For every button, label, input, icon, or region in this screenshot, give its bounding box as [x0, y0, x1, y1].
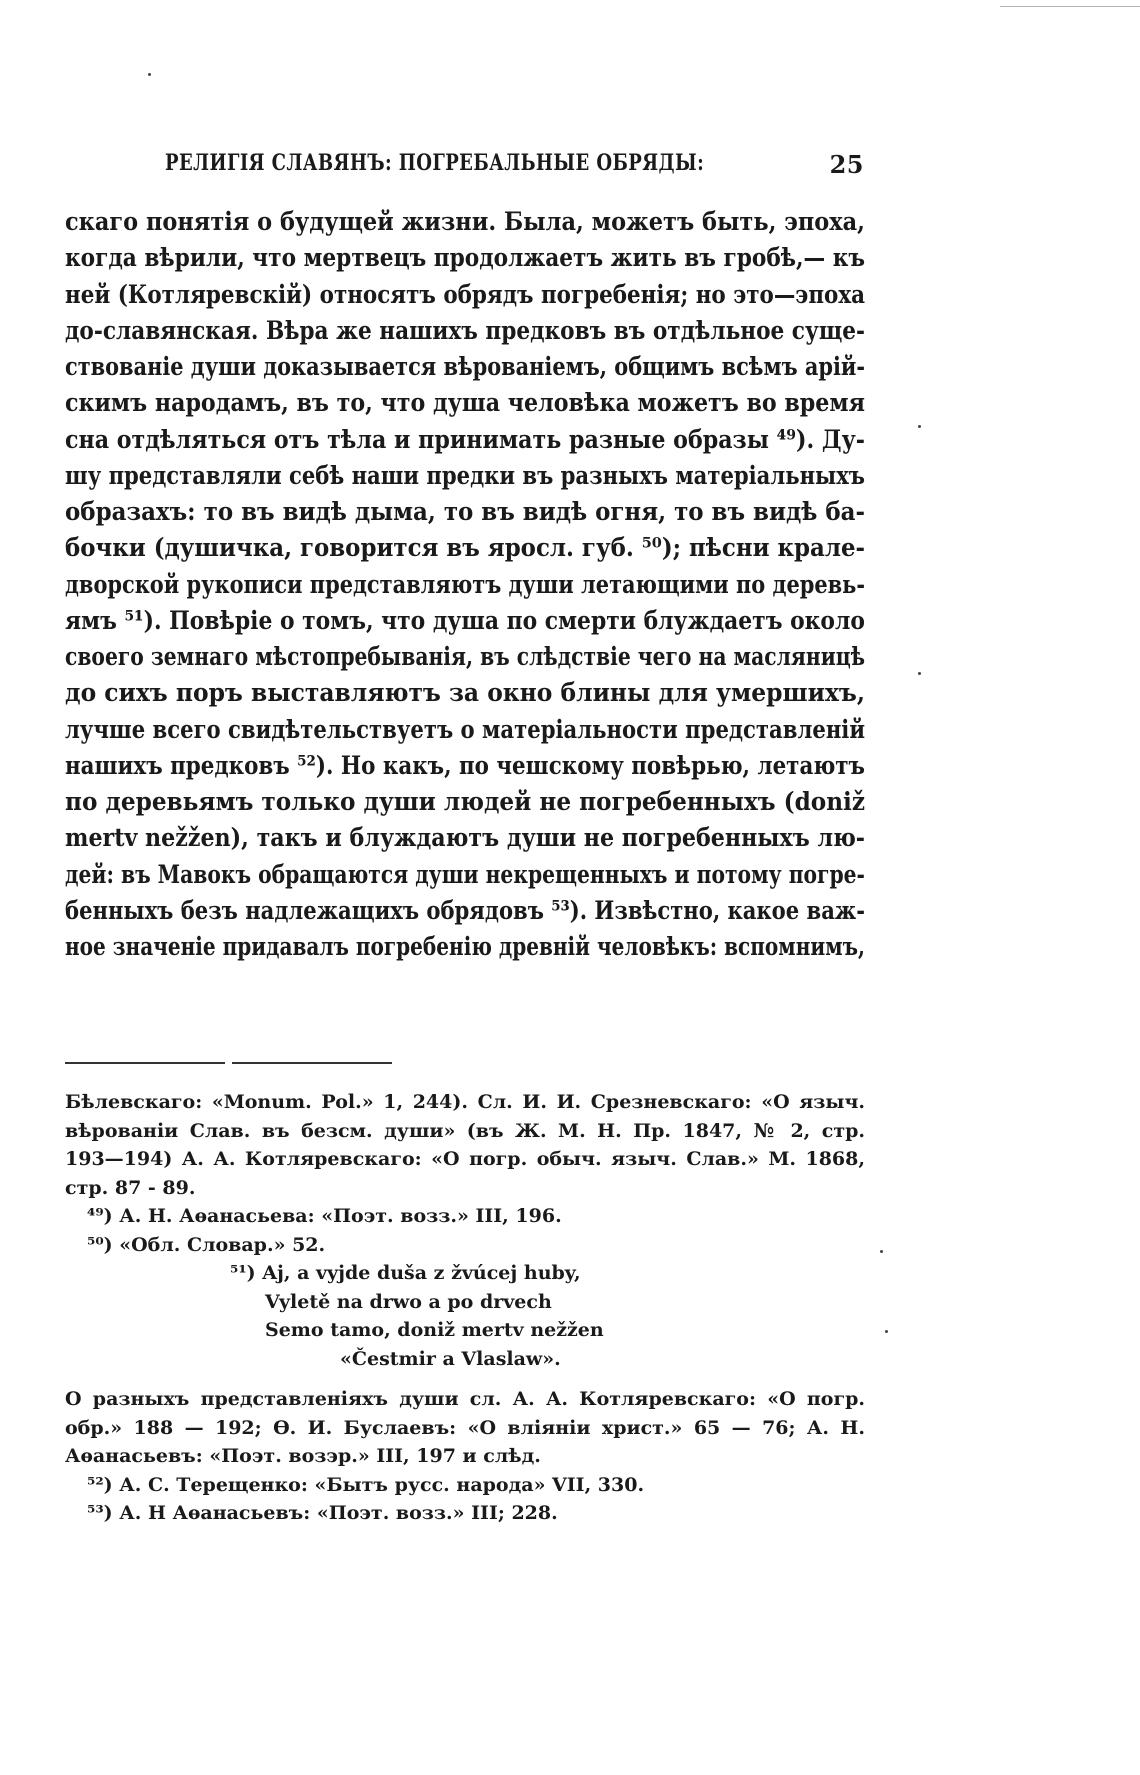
print-speck [148, 73, 151, 76]
print-speck [885, 1330, 888, 1333]
text-line: шу представляли себѣ наши предки въ разныхъ матеріальныхъ [65, 460, 865, 490]
text-line: до сихъ поръ выставляютъ за окно блины для умершихъ, [65, 678, 865, 708]
text-line: лучше всего свидѣтельствуетъ о матеріальности представленій [65, 714, 866, 744]
footnote-51-verse-line: ⁵¹) Aj, a vyjde duša z žvúcej huby, [230, 1262, 581, 1284]
text-line: скаго понятія о будущей жизни. Была, можетъ быть, эпоха, [65, 207, 866, 236]
footnote-separator [232, 1062, 392, 1064]
text-line: дворской рукописи представляютъ души летающими по деревь- [65, 569, 866, 599]
running-title: РЕЛИГІЯ СЛАВЯНЪ: ПОГРЕБАЛЬНЫЕ ОБРЯДЫ: [165, 150, 705, 176]
footnote-51-line: обр.» 188 — 192; Ѳ. И. Буслаевъ: «О вліяніи христ.» 65 — 76; А. Н. [65, 1416, 865, 1439]
footnotes [65, 1088, 865, 1528]
print-speck [918, 425, 921, 428]
footnote-49: ⁴⁹) А. Н. Аѳанасьева: «Поэт. возз.» III, 196. [87, 1205, 562, 1227]
footnote-53: ⁵³) А. Н Аѳанасьевъ: «Поэт. возз.» III; 228. [87, 1502, 558, 1524]
footnote-51-verse-source: «Čestmir a Vlaslaw». [340, 1347, 561, 1370]
footnote-51-line: Аѳанасьевъ: «Поэт. возэр.» III, 197 и слѣд. [65, 1445, 541, 1467]
footnote-52: ⁵²) А. С. Терещенко: «Бытъ русс. народа» VII, 330. [87, 1473, 645, 1496]
text-line: бенныхъ безъ надлежащихъ обрядовъ ⁵³). Извѣстно, какое важ- [65, 895, 865, 925]
text-line: когда вѣрили, что мертвецъ продолжаетъ жить въ гробѣ,— къ [65, 243, 866, 273]
footnote-separator [65, 1062, 225, 1064]
footnote-continuation-line: Бѣлевскаго: «Monum. Pol.» 1, 244). Сл. И. И. Срезневскаго: «О языч. [65, 1091, 865, 1113]
text-line: ямъ ⁵¹). Повѣріе о томъ, что душа по смерти блуждаетъ около [65, 605, 865, 635]
text-line: дей: въ Мавокъ обращаются души некрещенныхъ и потому погре- [65, 859, 865, 889]
text-line: ней (Котляревскій) относятъ обрядъ погребенія; но это—эпоха [65, 279, 866, 309]
footnote-51-line: О разныхъ представленіяхъ души сл. А. А. Котляревскаго: «О погр. [65, 1388, 865, 1410]
top-edge-rule [1000, 6, 1140, 7]
footnote-50: ⁵⁰) «Обл. Словар.» 52. [87, 1233, 326, 1256]
footnote-continuation-line: стр. 87 - 89. [65, 1176, 196, 1199]
footnote-continuation-line: 193—194) А. А. Котляревскаго: «О погр. обыч. языч. Слав.» М. 1868, [65, 1148, 865, 1170]
text-line: бочки (душичка, говорится въ яросл. губ. ⁵⁰); пѣсни крале- [65, 533, 866, 563]
running-head [165, 150, 870, 184]
page-number: 25 [829, 150, 864, 179]
text-line: ное значеніе придавалъ погребенію древній человѣкъ: вспомнимъ, [65, 932, 865, 961]
main-text [65, 204, 865, 965]
print-speck [918, 672, 921, 675]
text-line: своего земнаго мѣстопребыванія, въ слѣдствіе чего на масляницѣ [65, 642, 865, 671]
text-line: mertv nežžen), такъ и блуждаютъ души не погребенныхъ лю- [65, 823, 865, 853]
text-line: сна отдѣляться отъ тѣла и принимать разные образы ⁴⁹). Ду- [65, 424, 865, 454]
text-line: нашихъ предковъ ⁵²). Но какъ, по чешскому повѣрью, летаютъ [65, 750, 865, 780]
footnote-51-verse-line: Vyletě na drwo a po drvech [265, 1290, 552, 1313]
text-line: образахъ: то въ видѣ дыма, то въ видѣ огня, то въ видѣ ба- [65, 497, 866, 526]
footnote-51-verse-line: Semo tamo, doniž mertv nežžen [265, 1319, 604, 1341]
footnote-gap [65, 1373, 865, 1385]
text-line: ствованіе души доказывается вѣрованіемъ, общимъ всѣмъ арій- [65, 352, 866, 381]
footnote-continuation-line: вѣрованіи Слав. въ безсм. души» (въ Ж. М. Н. Пр. 1847, № 2, стр. [65, 1119, 865, 1142]
text-line: по деревьямъ только души людей не погребенныхъ (doniž [65, 787, 866, 816]
print-speck [880, 1250, 883, 1253]
text-line: до-славянская. Вѣра же нашихъ предковъ въ отдѣльное суще- [65, 315, 865, 345]
text-line: скимъ народамъ, въ то, что душа человѣка можетъ во время [65, 388, 865, 418]
